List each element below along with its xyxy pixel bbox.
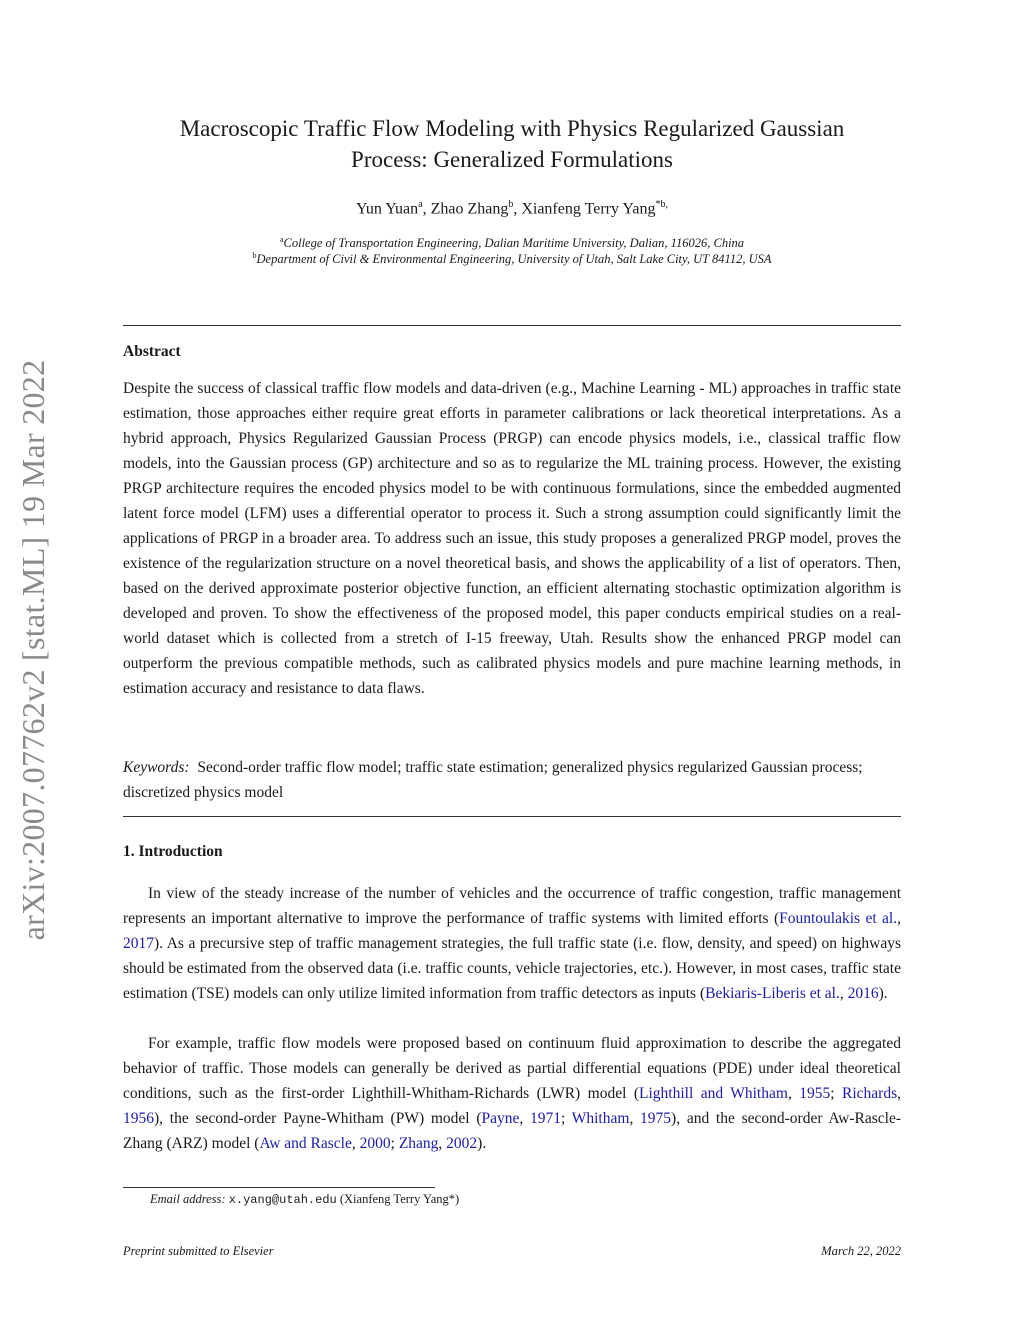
citation-year-link[interactable]: 1971 bbox=[529, 1110, 561, 1127]
citation-link[interactable]: Payne bbox=[481, 1110, 520, 1127]
citation-link[interactable]: Zhang bbox=[398, 1135, 439, 1152]
citation-link[interactable]: Richards bbox=[842, 1085, 898, 1102]
author-name: Zhao Zhang bbox=[430, 200, 509, 218]
footnote-name: (Xianfeng Terry Yang*) bbox=[339, 1192, 460, 1206]
affiliation-mark: b bbox=[252, 251, 257, 260]
citation-year-link[interactable]: 1975 bbox=[640, 1110, 672, 1127]
paragraph-text: , bbox=[519, 1110, 530, 1127]
citation-year-link[interactable]: 1955 bbox=[799, 1085, 831, 1102]
paragraph-text: ; bbox=[830, 1085, 843, 1102]
footnote-label: Email address: bbox=[150, 1192, 226, 1206]
affiliation-text: Department of Civil & Environmental Engineering, University of Utah, Salt Lake City, UT 84112, USA bbox=[256, 252, 772, 267]
author-affil-mark: b bbox=[508, 199, 514, 210]
footer-preprint-note: Preprint submitted to Elsevier bbox=[123, 1244, 274, 1258]
citation-link[interactable]: Bekiaris-Liberis et al. bbox=[705, 985, 840, 1002]
affiliation-a bbox=[123, 235, 901, 251]
paragraph-text: , bbox=[787, 1085, 800, 1102]
paragraph-text: ), and the second-order Aw-Rascle-Zhang (ARZ) model ( bbox=[123, 1110, 901, 1152]
paragraph-text: ). As a precursive step of traffic management strategies, the full traffic state (i.e. flow, density, and speed) on highways should be estimated from the observed data (i.e. traffic counts, vehicle trajectories, etc.). However, in most cases, traffic state estimation (TSE) models can only utilize limited information from traffic detectors as inputs ( bbox=[123, 935, 901, 1002]
top-divider bbox=[123, 325, 901, 326]
author-name: Yun Yuan bbox=[356, 200, 419, 218]
keywords bbox=[123, 755, 901, 805]
citation-year-link[interactable]: 1956 bbox=[123, 1110, 154, 1127]
author-affil-mark: *b, bbox=[655, 199, 668, 210]
paragraph-text: , bbox=[897, 910, 901, 927]
paragraph-text: ). bbox=[477, 1135, 487, 1152]
author-affil-mark: a bbox=[418, 199, 423, 210]
footnote-divider bbox=[123, 1187, 435, 1188]
footer-date: March 22, 2022 bbox=[821, 1244, 901, 1258]
paragraph-text: , bbox=[897, 1085, 902, 1102]
intro-paragraph-1 bbox=[123, 881, 901, 1006]
paragraph-text: In view of the steady increase of the number of vehicles and the occurrence of traffic congestion, traffic management represents an important alternative to improve the performance of traffic systems with limited efforts ( bbox=[123, 885, 901, 927]
paragraph-text: ; bbox=[560, 1110, 572, 1127]
citation-year-link[interactable]: 2017 bbox=[123, 935, 154, 952]
citation-year-link[interactable]: 2002 bbox=[446, 1135, 478, 1152]
author-list: Yun Yuan$^a$, Zhao Zhang$^b$, Xianfeng Terry Yang$^{*b,}$ bbox=[356, 199, 668, 218]
keywords-label: Keywords: bbox=[123, 759, 190, 776]
footnote bbox=[150, 1192, 459, 1207]
bottom-divider bbox=[123, 816, 901, 817]
paragraph-text: ; bbox=[390, 1135, 399, 1152]
citation-year-link[interactable]: 2016 bbox=[847, 985, 879, 1002]
citation-link[interactable]: Aw and Rascle bbox=[259, 1135, 352, 1152]
footnote-email[interactable]: x.yang@utah.edu bbox=[228, 1193, 337, 1207]
citation-link[interactable]: Fountoulakis et al. bbox=[779, 910, 898, 927]
affiliation-text: College of Transportation Engineering, Dalian Maritime University, Dalian, 116026, China bbox=[283, 236, 745, 251]
keywords-text: Second-order traffic flow model; traffic state estimation; generalized physics regularized Gaussian process; discretized physics model bbox=[123, 759, 863, 801]
paragraph-text: , bbox=[438, 1135, 447, 1152]
title-line-1: Macroscopic Traffic Flow Modeling with Physics Regularized Gaussian bbox=[179, 116, 845, 141]
affiliation-b bbox=[123, 251, 901, 267]
section-heading-introduction: 1. Introduction bbox=[123, 843, 223, 860]
paragraph-text: , bbox=[629, 1110, 641, 1127]
citation-year-link[interactable]: 2000 bbox=[359, 1135, 391, 1152]
paragraph-text: , bbox=[351, 1135, 360, 1152]
affiliation-mark: a bbox=[279, 235, 284, 244]
paper-title bbox=[123, 113, 901, 175]
title-line-2: Process: Generalized Formulations bbox=[351, 147, 673, 172]
abstract-text: Despite the success of classical traffic flow models and data-driven (e.g., Machine Learning - ML) approaches in traffic state estimation, those approaches either require great efforts in parameter calibrations or lack theoretical interpretations. As a hybrid approach, Physics Regularized Gaussian Process (PRGP) can encode physics models, i.e., classical traffic flow models, into the Gaussian process (GP) architecture and so as to regularize the ML training process. However, the existing PRGP architecture requires the encoded physics model to be with continuous formulations, since the embedded augmented latent force model (LFM) uses a differential operator to process it. Such a strong assumption could significantly limit the applications of PRGP in a broader area. To address such an issue, this study proposes a generalized PRGP model, proves the existence of the regularization structure on a novel theoretical basis, and shows the applicability of a list of operators. Then, based on the derived approximate posterior objective function, an efficient alternating stochastic optimization algorithm is developed and proven. To show the effectiveness of the proposed model, this paper conducts empirical studies on a real-world dataset which is collected from a stretch of I-15 freeway, Utah. Results show the enhanced PRGP model can outperform the previous compatible methods, such as calibrated physics models and pure machine learning methods, in estimation accuracy and resistance to data flaws. bbox=[123, 380, 901, 697]
abstract-heading: Abstract bbox=[123, 343, 181, 360]
arxiv-identifier: arXiv:2007.07762v2 [stat.ML] 19 Mar 2022 bbox=[15, 359, 51, 941]
paragraph-text: , bbox=[839, 985, 848, 1002]
intro-paragraph-2 bbox=[123, 1031, 901, 1156]
citation-link[interactable]: Whitham bbox=[571, 1110, 630, 1127]
citation-link[interactable]: Lighthill and Whitham bbox=[639, 1085, 788, 1102]
paragraph-text: ). bbox=[878, 985, 888, 1002]
author-name: Xianfeng Terry Yang bbox=[521, 200, 656, 218]
paragraph-text: ), the second-order Payne-Whitham (PW) model ( bbox=[154, 1110, 482, 1127]
paragraph-text: For example, traffic flow models were proposed based on continuum fluid approximation to describe the aggregated behavior of traffic. Those models can generally be derived as partial differential equations (PDE) under ideal theoretical conditions, such as the first-order Lighthill-Whitham-Richards (LWR) model ( bbox=[123, 1035, 901, 1102]
